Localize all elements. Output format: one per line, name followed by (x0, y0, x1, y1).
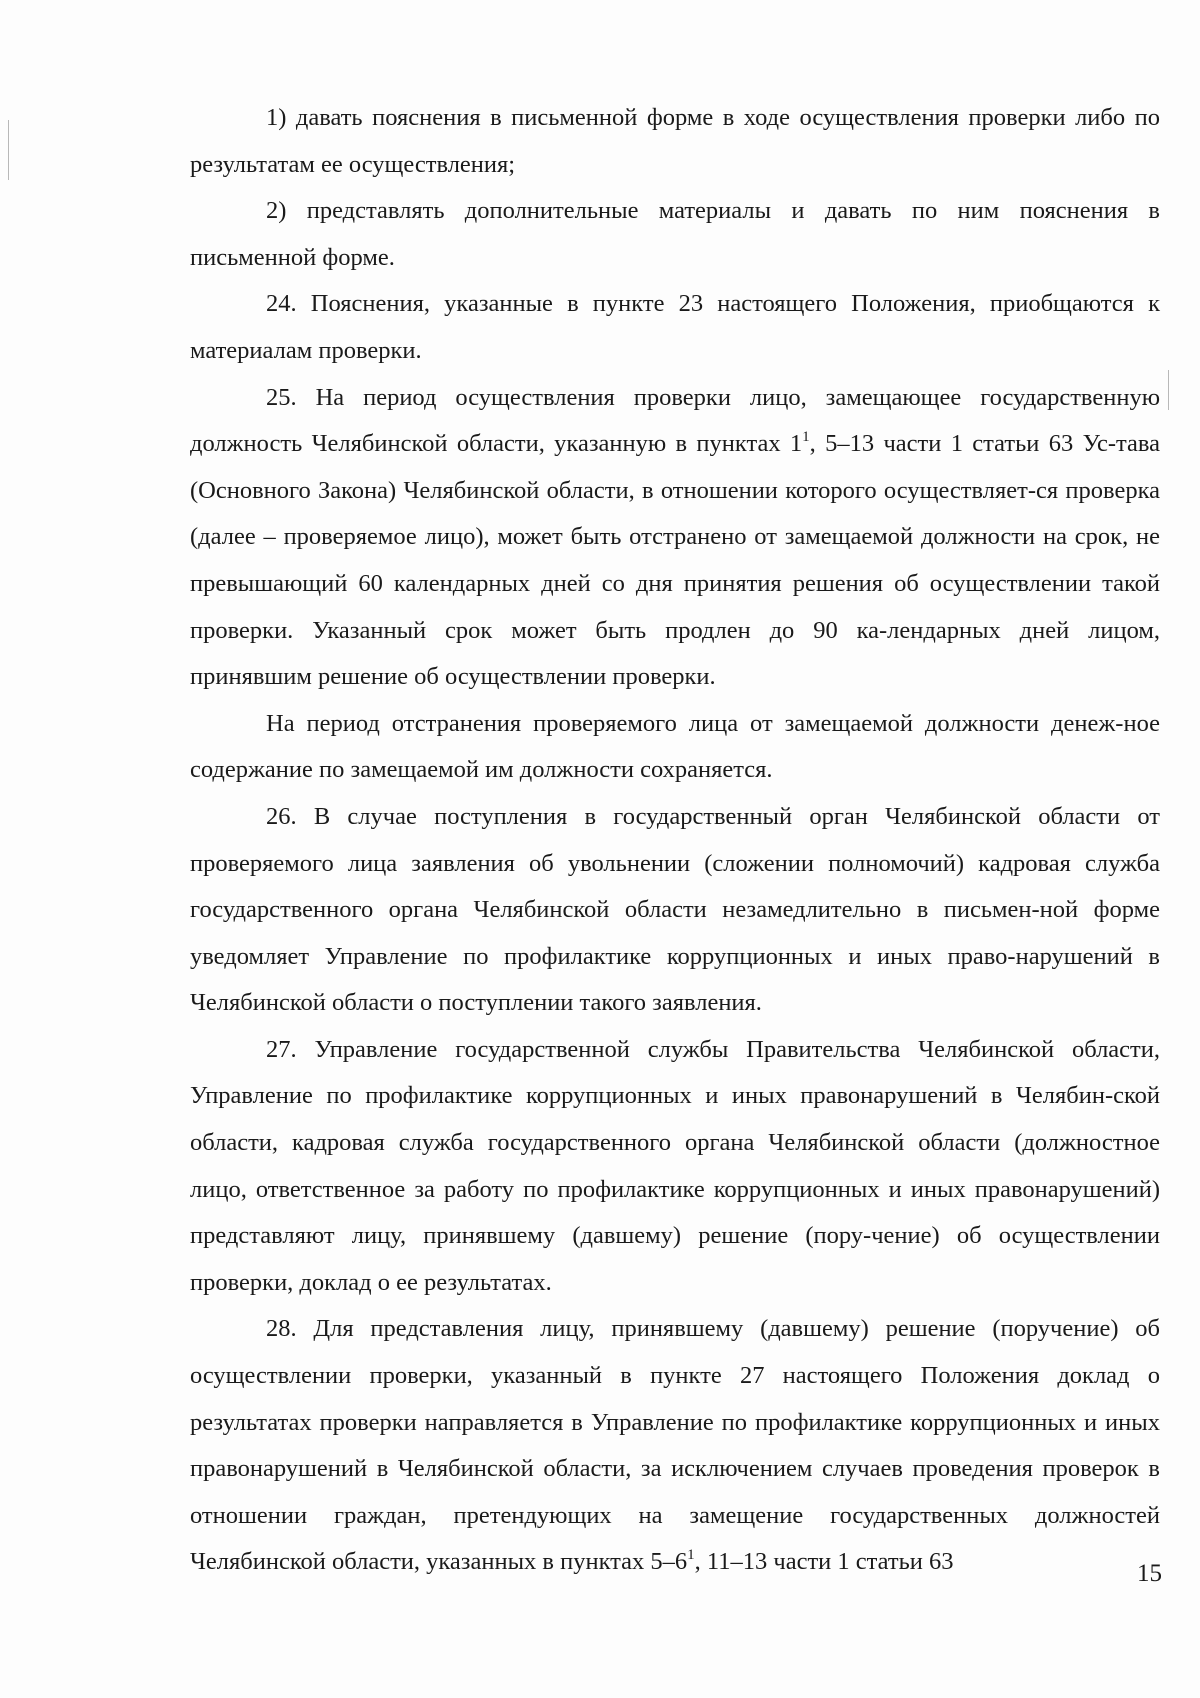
paragraph-25-continuation: На период отстранения проверяемого лица от замещаемой должности денеж-ное содержание по замещаемой им должности сохраняется. (190, 709, 1160, 784)
paragraph-25-superscript: 1 (802, 429, 810, 446)
document-body (190, 95, 1160, 1586)
paragraph-25-text-start: 25. На период осуществления проверки лицо, замещающее государственную должность Челябинской области, указанную в пунктах 1 (190, 383, 1160, 458)
paragraph-28-superscript: 1 (687, 1547, 695, 1564)
paragraph-23-item-2: 2) представлять дополнительные материалы и давать по ним пояснения в письменной форме. (190, 197, 1160, 271)
paragraph-24: 24. Пояснения, указанные в пункте 23 настоящего Положения, приобщаются к материалам проверки. (190, 290, 1160, 364)
paragraph-23-item-1: 1) давать пояснения в письменной форме в ходе осуществления проверки либо по результатам ее осуществления; (190, 104, 1160, 178)
page-number: 15 (1137, 1560, 1162, 1587)
scan-artifact-left (8, 120, 9, 180)
paragraph-25-text-end: , 5–13 части 1 статьи 63 Ус-тава (Основного Закона) Челябинской области, в отношении которого осуществляет-ся проверка (далее – проверяемое лицо), может быть отстранено от замещаемой должности на срок, не превышающий 60 календарных дней со дня принятия решения об осуществлении такой проверки. Указанный срок может быть продлен до 90 ка-лендарных дней лицом, принявшим решение об осуществлении проверки. (190, 430, 1160, 691)
paragraph-27: 27. Управление государственной службы Правительства Челябинской области, Управление по профилактике коррупционных и иных правонарушений в Челябин-ской области, кадровая служба государственного органа Челябинской области (должностное лицо, ответственное за работу по профилактике коррупционных и иных правонарушений) представляют лицу, принявшему (давшему) решение (пору-чение) об осуществлении проверки, доклад о ее результатах. (190, 1035, 1160, 1296)
scan-artifact-right (1168, 370, 1169, 410)
paragraph-25 (190, 375, 1160, 701)
paragraph-28-text-start: 28. Для представления лицу, принявшему (давшему) решение (поручение) об осуществлении проверки, указанный в пункте 27 настоящего Положения доклад о результатах проверки направляется в Управление по профилактике коррупционных и иных правонарушений в Челябинской области, за исключением случаев проведения проверок в отношении граждан, претендующих на замещение государственных должностей Челябинской области, указанных в пунктах 5–6 (190, 1315, 1160, 1576)
paragraph-26: 26. В случае поступления в государственный орган Челябинской области от проверяемого лица заявления об увольнении (сложении полномочий) кадровая служба государственного органа Челябинской области незамедлительно в письмен-ной форме уведомляет Управление по профилактике коррупционных и иных право-нарушений в Челябинской области о поступлении такого заявления. (190, 802, 1160, 1017)
paragraph-28-text-end: , 11–13 части 1 статьи 63 (694, 1548, 954, 1576)
paragraph-28 (190, 1306, 1160, 1586)
